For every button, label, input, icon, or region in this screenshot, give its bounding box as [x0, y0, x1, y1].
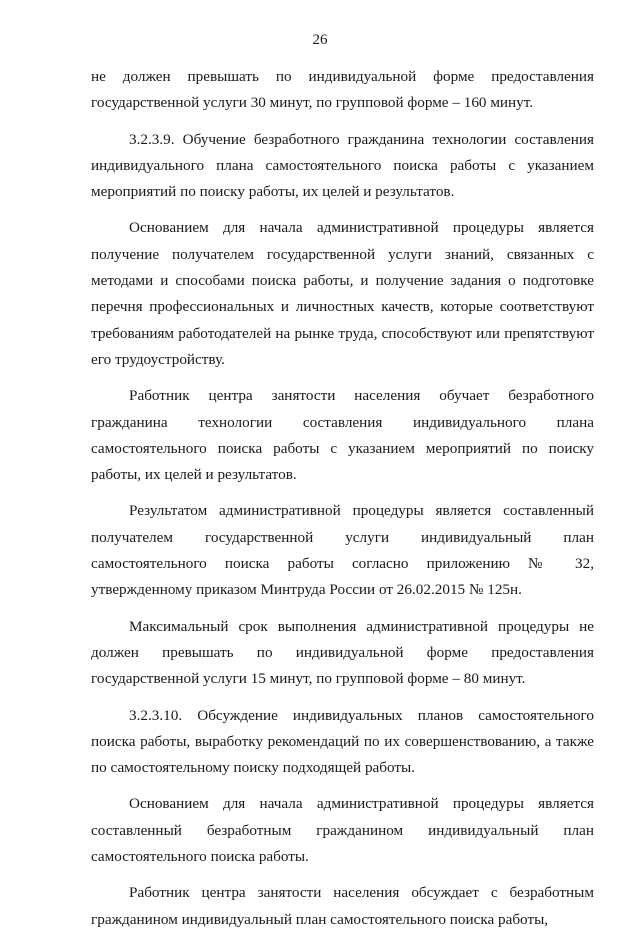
paragraph: не должен превышать по индивидуальной форме предоставления государственной услуги 30 минут, по групповой форме – 160 минут. [91, 68, 594, 112]
paragraph: Основанием для начала административной процедуры является составленный безработным гражданином индивидуальный план самостоятельного поиска работы. [91, 795, 594, 866]
paragraph: Основанием для начала административной процедуры является получение получателем государственной услуги знаний, связанных с методами и способами поиска работы, и получение задания о подготовке перечня профессиональных и личностных качеств, которые соответствуют требованиям работодателей на рынке труда, способствуют или препятствуют его трудоустройству. [91, 219, 594, 368]
paragraph: Работник центра занятости населения обсуждает с безработным гражданином индивидуальный план самостоятельного поиска работы, [91, 884, 594, 928]
paragraph: 3.2.3.9. Обучение безработного гражданина технологии составления индивидуального плана самостоятельного поиска работы с указанием мероприятий по поиску работы, их целей и результатов. [91, 130, 594, 201]
document-body [91, 64, 594, 933]
paragraph: Максимальный срок выполнения административной процедуры не должен превышать по индивидуальной форме предоставления государственной услуги 15 минут, по групповой форме – 80 минут. [91, 617, 594, 688]
paragraph: 3.2.3.10. Обсуждение индивидуальных планов самостоятельного поиска работы, выработку рекомендаций по их совершенствованию, а также по самостоятельному поиску подходящей работы. [91, 706, 594, 777]
paragraph: Результатом административной процедуры является составленный получателем государственной услуги индивидуальный план самостоятельного поиска работы согласно приложению № 32, утвержденному приказом Минтруда России от 26.02.2015 № 125н. [91, 502, 594, 599]
page-number: 26 [312, 32, 328, 48]
paragraph: Работник центра занятости населения обучает безработного гражданина технологии составления индивидуального плана самостоятельного поиска работы с указанием мероприятий по поиску работы, их целей и результатов. [91, 387, 594, 484]
